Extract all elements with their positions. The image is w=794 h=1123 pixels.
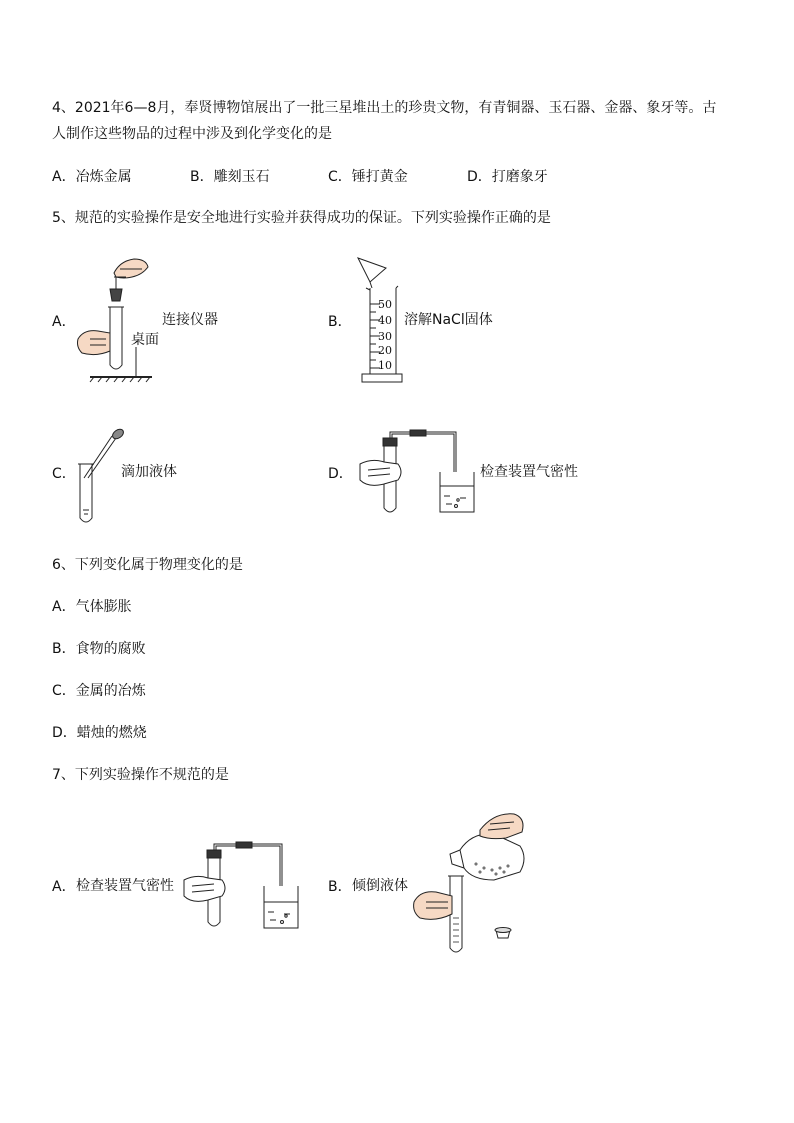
q4-option-d: D．打磨象牙: [467, 169, 548, 185]
q5-b-graduated-cylinder-figure: [352, 256, 402, 386]
q5-b-scale-10: 10: [378, 359, 392, 372]
q6-option-d: D．蜡烛的燃烧: [52, 725, 147, 741]
q7-b-pouring-liquid-figure: [410, 810, 530, 960]
q4-option-b: B．雕刻玉石: [190, 169, 270, 185]
q5-d-label: 检查装置气密性: [480, 464, 578, 480]
q4-option-c: C．锤打黄金: [328, 169, 408, 185]
q5-b-scale-30: 30: [378, 330, 392, 343]
q5-b-scale-50: 50: [378, 298, 392, 311]
q4-stem-line1: 4、2021年6—8月，奉贤博物馆展出了一批三星堆出土的珍贵文物，有青铜器、玉石器、金器、象牙等。古: [52, 100, 717, 116]
q5-b-scale-20: 20: [378, 344, 392, 357]
q5-b-scale-40: 40: [378, 314, 392, 327]
q7-option-a-letter: A．: [52, 879, 76, 895]
q5-c-dropper-figure: [74, 426, 124, 528]
q5-d-airtightness-figure: [354, 428, 478, 518]
q6-stem: 6、下列变化属于物理变化的是: [52, 557, 243, 573]
q5-stem: 5、规范的实验操作是安全地进行实验并获得成功的保证。下列实验操作正确的是: [52, 210, 551, 226]
q5-a-sublabel-table: 桌面: [131, 332, 159, 348]
q7-stem: 7、下列实验操作不规范的是: [52, 767, 229, 783]
q7-b-label: 倾倒液体: [352, 878, 408, 894]
q6-option-c: C．金属的冶炼: [52, 683, 146, 699]
q7-a-label: 检查装置气密性: [76, 878, 174, 894]
q5-b-label: 溶解NaCl固体: [404, 312, 493, 328]
q6-option-b: B．食物的腐败: [52, 641, 146, 657]
q5-option-c-letter: C．: [52, 466, 76, 482]
q7-a-airtightness-figure: [180, 840, 304, 932]
q5-option-a-letter: A．: [52, 314, 76, 330]
q5-a-label: 连接仪器: [162, 312, 218, 328]
q5-a-connect-apparatus-figure: [76, 255, 156, 383]
q6-option-a: A．气体膨胀: [52, 599, 132, 615]
q5-option-d-letter: D．: [328, 466, 353, 482]
q4-stem-line2: 人制作这些物品的过程中涉及到化学变化的是: [52, 126, 332, 142]
q7-option-b-letter: B．: [328, 879, 352, 895]
q5-option-b-letter: B．: [328, 314, 352, 330]
q5-c-label: 滴加液体: [121, 464, 177, 480]
q4-option-a: A．冶炼金属: [52, 169, 132, 185]
